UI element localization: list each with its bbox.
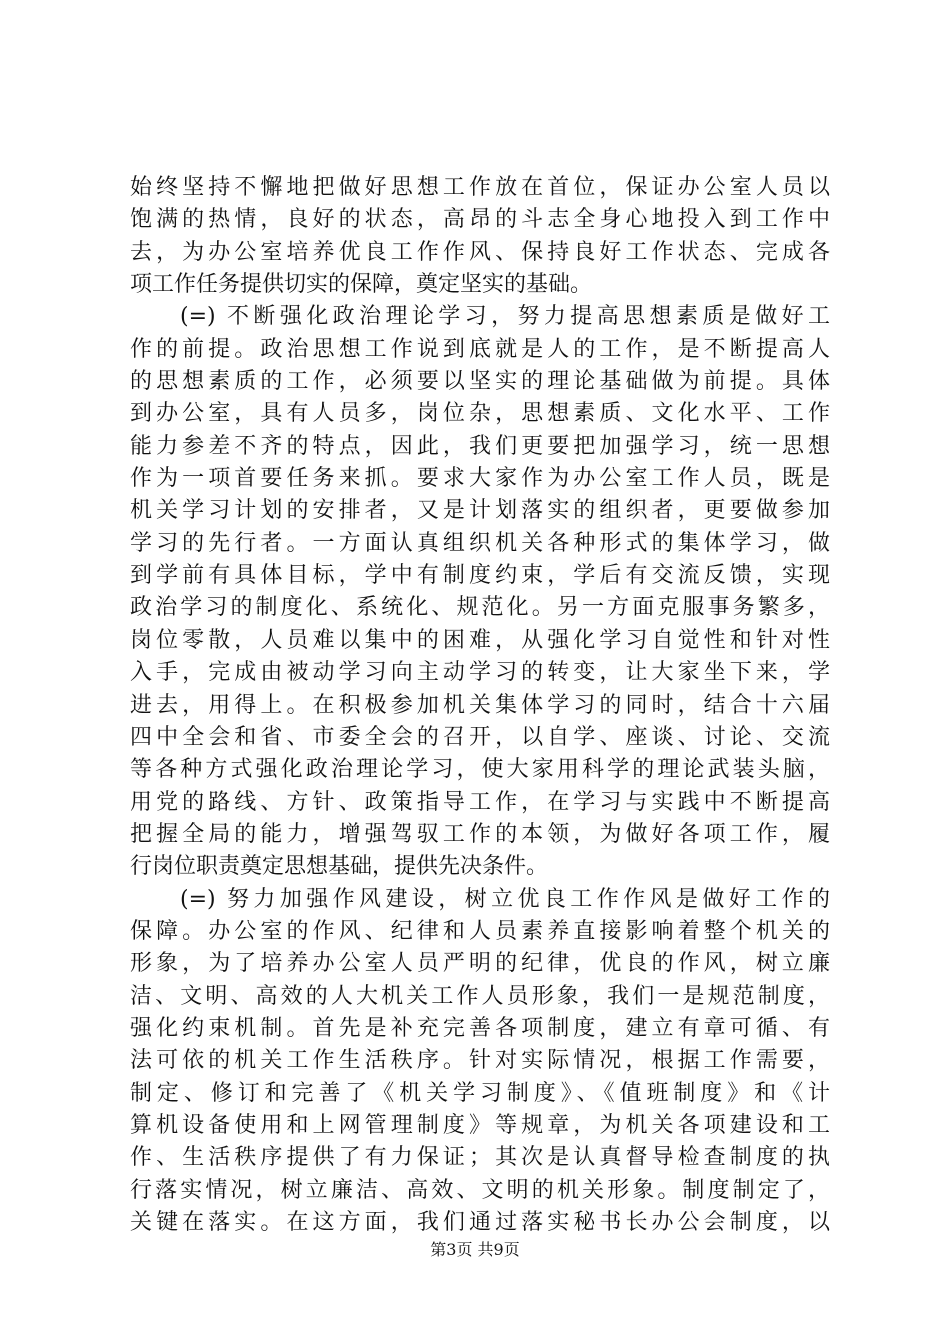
text-line: 法可依的机关工作生活秩序。针对实际情况，根据工作需要， xyxy=(130,1048,830,1074)
text-line: 行岗位职责奠定思想基础，提供先决条件。 xyxy=(130,854,549,880)
paragraph-1 xyxy=(130,172,830,301)
text-line: (=) 努力加强作风建设，树立优良工作作风是做好工作的 xyxy=(180,886,830,912)
text-line: 制定、修订和完善了《机关学习制度》、《值班制度》和《计 xyxy=(130,1080,830,1106)
text-line: 到学前有具体目标，学中有制度约束，学后有交流反馈，实现 xyxy=(130,563,830,589)
text-line: 算机设备使用和上网管理制度》等规章，为机关各项建设和工 xyxy=(130,1112,830,1138)
text-line: 去，为办公室培养优良工作作风、保持良好工作状态、完成各 xyxy=(130,239,830,265)
text-line: (=) 不断强化政治理论学习，努力提高思想素质是做好工 xyxy=(180,304,830,330)
text-line: 项工作任务提供切实的保障，奠定坚实的基础。 xyxy=(130,272,593,298)
text-line: 关键在落实。在这方面，我们通过落实秘书长办公会制度，以 xyxy=(130,1210,830,1235)
text-line: 作为一项首要任务来抓。要求大家作为办公室工作人员，既是 xyxy=(130,466,830,492)
text-line: 等各种方式强化政治理论学习，使大家用科学的理论武装头脑， xyxy=(130,757,830,783)
text-line: 行落实情况，树立廉洁、高效、文明的机关形象。制度制定了， xyxy=(130,1177,830,1203)
text-line: 强化约束机制。首先是补充完善各项制度，建立有章可循、有 xyxy=(130,1015,830,1041)
text-line: 把握全局的能力，增强驾驭工作的本领，为做好各项工作，履 xyxy=(130,821,830,847)
paragraph-2 xyxy=(130,301,830,883)
text-line: 作、生活秩序提供了有力保证；其次是认真督导检查制度的执 xyxy=(130,1145,830,1171)
text-line: 保障。办公室的作风、纪律和人员素养直接影响着整个机关的 xyxy=(130,918,830,944)
text-line: 能力参差不齐的特点，因此，我们更要把加强学习，统一思想 xyxy=(130,433,830,459)
page-number-footer: 第3页 共9页 xyxy=(430,1240,520,1259)
text-line: 形象，为了培养办公室人员严明的纪律，优良的作风，树立廉 xyxy=(130,951,830,977)
text-line: 入手，完成由被动学习向主动学习的转变，让大家坐下来，学 xyxy=(130,660,830,686)
text-line: 作的前提。政治思想工作说到底就是人的工作，是不断提高人 xyxy=(130,336,830,362)
text-line: 政治学习的制度化、系统化、规范化。另一方面克服事务繁多， xyxy=(130,595,830,621)
text-line: 四中全会和省、市委全会的召开，以自学、座谈、讨论、交流 xyxy=(130,724,830,750)
paragraph-3 xyxy=(130,884,830,1240)
text-line: 用党的路线、方针、政策指导工作，在学习与实践中不断提高 xyxy=(130,789,830,815)
text-line: 洁、文明、高效的人大机关工作人员形象，我们一是规范制度， xyxy=(130,983,830,1009)
text-line: 岗位零散，人员难以集中的困难，从强化学习自觉性和针对性 xyxy=(130,627,830,653)
text-line: 饱满的热情，良好的状态，高昂的斗志全身心地投入到工作中 xyxy=(130,207,830,233)
text-line: 进去，用得上。在积极参加机关集体学习的同时，结合十六届 xyxy=(130,692,830,718)
document-body xyxy=(130,172,830,1239)
text-line: 始终坚持不懈地把做好思想工作放在首位，保证办公室人员以 xyxy=(130,175,830,200)
text-line: 学习的先行者。一方面认真组织机关各种形式的集体学习，做 xyxy=(130,530,830,556)
text-line: 机关学习计划的安排者，又是计划落实的组织者，更要做参加 xyxy=(130,498,830,524)
text-line: 到办公室，具有人员多，岗位杂，思想素质、文化水平、工作 xyxy=(130,401,830,427)
text-line: 的思想素质的工作，必须要以坚实的理论基础做为前提。具体 xyxy=(130,369,830,395)
